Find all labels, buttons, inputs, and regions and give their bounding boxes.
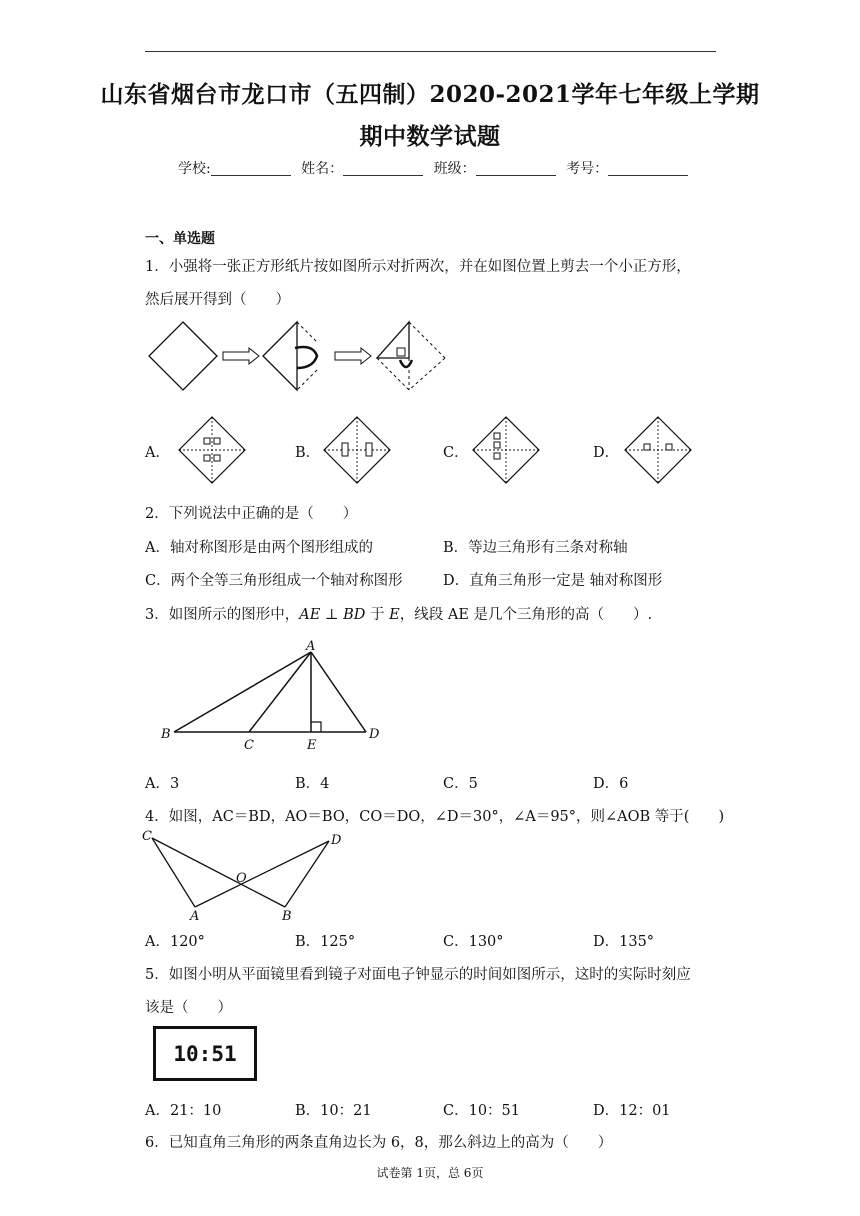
q4-label-d: D [331, 833, 342, 848]
q5-option-a: A．21：10 [145, 1103, 222, 1119]
q1-option-c-label: C． [443, 445, 469, 461]
page-title-line2: 期中数学试题 [359, 123, 501, 150]
q3-option-a: A．3 [145, 776, 180, 792]
q2-option-d: D．直角三角形一定是 轴对称图形 [443, 573, 663, 589]
q3-option-b: B．4 [295, 776, 330, 792]
q2-option-a: A．轴对称图形是由两个图形组成的 [145, 540, 373, 556]
q4-label-a: A [190, 909, 200, 924]
page-footer: 试卷第 1页，总 6页 [376, 1166, 484, 1180]
page-title-line1: 山东省烟台市龙口市（五四制）2020-2021学年七年级上学期 [100, 81, 760, 108]
q2-option-c: C．两个全等三角形组成一个轴对称图形 [145, 573, 403, 589]
top-rule [145, 51, 716, 52]
q3-label-c: C [244, 738, 254, 753]
q4-stem: 4．如图，AC＝BD，AO＝BO，CO＝DO，∠D＝30°，∠A＝95°，则∠AOB 等于( ) [145, 809, 725, 825]
q3-label-b: B [161, 727, 171, 742]
q3-triangle-figure [158, 636, 388, 754]
q1-option-b-label: B． [295, 445, 321, 461]
q5-stem-line1: 5．如图小明从平面镜里看到镜子对面电子钟显示的时间如图所示，这时的实际时刻应 [145, 967, 691, 983]
q4-option-c: C．130° [443, 934, 504, 950]
q1-option-c-figure [472, 416, 540, 484]
q1-option-b-figure [323, 416, 391, 484]
q1-stem-line2: 然后展开得到（ ） [145, 292, 290, 308]
q5-option-d: D．12：01 [593, 1103, 671, 1119]
q2-stem: 2．下列说法中正确的是（ ） [145, 506, 358, 522]
school-label: 学校: [178, 161, 211, 177]
q6-stem: 6．已知直角三角形的两条直角边长为 6，8，那么斜边上的高为（ ） [145, 1135, 613, 1151]
student-info-row [178, 158, 694, 178]
section-heading: 一、单选题 [145, 231, 215, 247]
q1-option-a-figure [178, 416, 246, 484]
mirrored-digital-clock: 10:51 [153, 1026, 257, 1081]
q1-option-a-label: A． [145, 445, 170, 461]
school-blank [211, 161, 291, 176]
q4-label-o: O [236, 871, 247, 886]
class-blank [476, 161, 556, 176]
q3-label-d: D [369, 727, 380, 742]
q4-option-b: B．125° [295, 934, 356, 950]
q3-label-e: E [307, 738, 317, 753]
class-label: 班级： [433, 161, 476, 177]
exam-number-label: 考号： [566, 161, 609, 177]
q5-option-c: C．10：51 [443, 1103, 520, 1119]
name-label: 姓名： [301, 161, 344, 177]
q3-stem-part1: 3．如图所示的图形中， [145, 607, 300, 623]
name-blank [343, 161, 423, 176]
q4-label-c: C [142, 829, 152, 844]
q5-option-b: B．10：21 [295, 1103, 372, 1119]
q4-crossed-triangles-figure [142, 828, 347, 924]
q3-math-perp: AE ⊥ BD [299, 607, 366, 623]
q3-option-c: C．5 [443, 776, 478, 792]
q3-stem-part3: ，线段 AE 是几个三角形的高（ ）. [399, 607, 653, 623]
q3-math-e: E [389, 607, 400, 623]
q2-option-b: B．等边三角形有三条对称轴 [443, 540, 628, 556]
exam-number-blank [608, 161, 688, 176]
q1-stem-line1: 1．小强将一张正方形纸片按如图所示对折两次，并在如图位置上剪去一个小正方形， [145, 259, 691, 275]
q4-label-b: B [282, 909, 292, 924]
q3-stem-part2: 于 [365, 607, 390, 623]
q5-stem-line2: 该是（ ） [145, 1000, 232, 1016]
q1-folding-figure [145, 318, 455, 408]
q1-option-d-figure [624, 416, 692, 484]
q3-stem [145, 603, 652, 624]
q3-option-d: D．6 [593, 776, 629, 792]
q3-label-a: A [306, 639, 316, 654]
q1-option-d-label: D． [593, 445, 620, 461]
q4-option-d: D．135° [593, 934, 655, 950]
q4-option-a: A．120° [145, 934, 205, 950]
